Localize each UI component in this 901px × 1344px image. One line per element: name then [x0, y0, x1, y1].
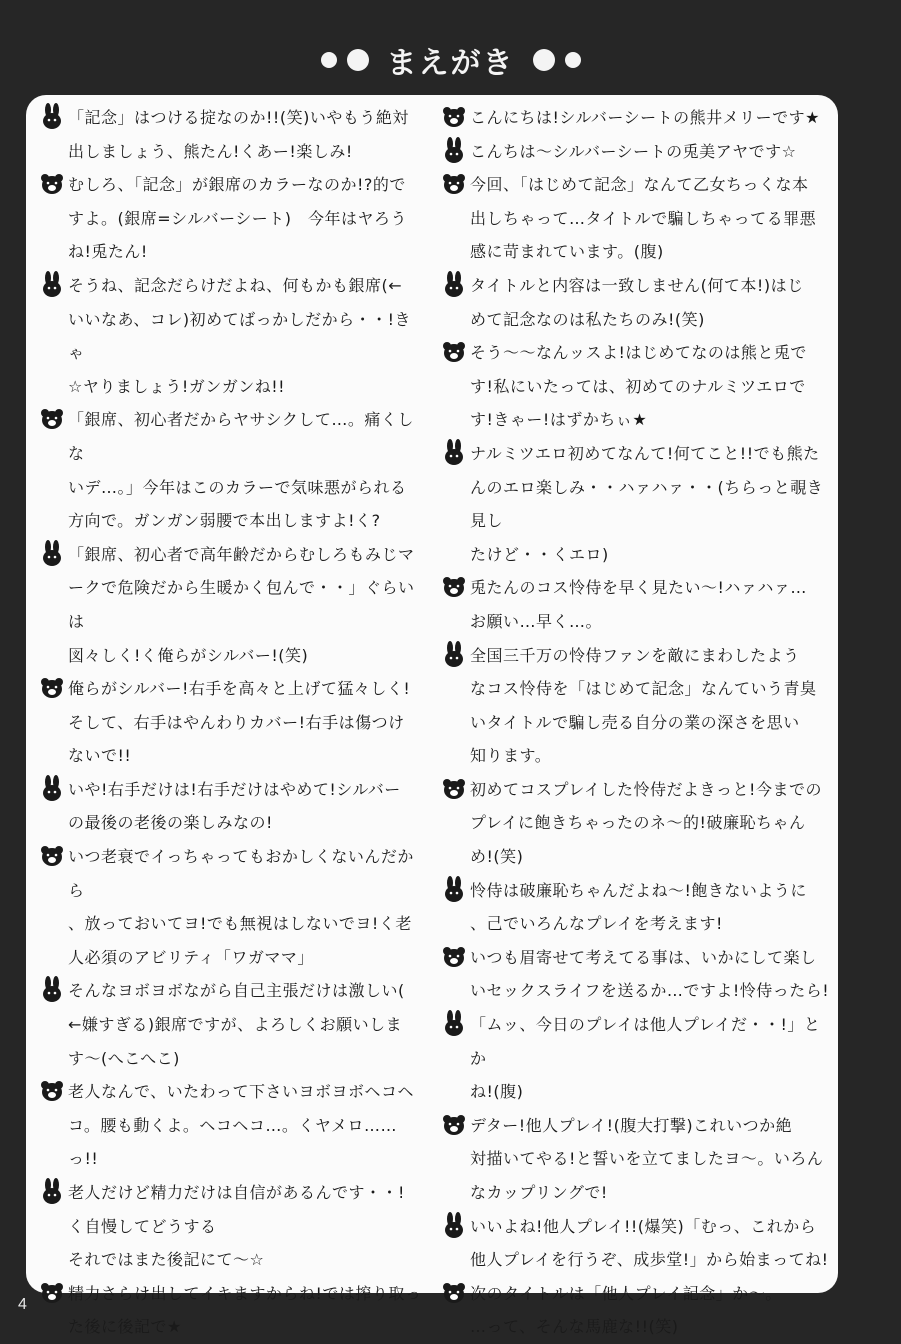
dialogue-entry — [40, 538, 426, 672]
bear-icon — [442, 775, 466, 803]
dialogue-text: いや!右手だけは!右手だけはやめて!シルバー の最後の老後の楽しみなの! — [68, 779, 401, 833]
rabbit-icon — [40, 540, 64, 568]
dialogue-text: 今回、「はじめて記念」なんて乙女ちっくな本 出しちゃって…タイトルで騙しちゃってる罪悪 感に苛まれています。(腹) — [470, 175, 817, 262]
dialogue-entry — [40, 840, 426, 974]
dialogue-entry — [442, 1109, 832, 1210]
bear-icon — [40, 674, 64, 702]
rabbit-icon — [442, 876, 466, 904]
dialogue-text: タイトルと内容は一致しません(何て本!)はじ めて記念なのは私たちのみ!(笑) — [470, 275, 804, 329]
rabbit-icon — [40, 1178, 64, 1206]
circle-ornament-icon — [533, 49, 555, 71]
dialogue-entry — [40, 1075, 426, 1176]
rabbit-icon — [40, 103, 64, 131]
dialogue-text: いいよね!他人プレイ!!(爆笑)「むっ、これから 他人プレイを行うぞ、成歩堂!」から始まってね! — [470, 1216, 829, 1270]
page-title: まえがき — [386, 46, 515, 81]
page-number: 4 — [18, 1296, 27, 1313]
dialogue-entry — [442, 437, 832, 571]
bear-icon — [442, 103, 466, 131]
dialogue-entry — [40, 1176, 426, 1277]
dialogue-entry — [40, 168, 426, 269]
dialogue-text: 「銀席、初心者だからヤサシクして…。痛くしな いデ…。」今年はこのカラーで気味悪がられる 方向で。ガンガン弱腰で本出しますよ!く? — [68, 410, 414, 531]
bear-icon — [40, 170, 64, 198]
dialogue-text: そう～～なんッスよ!はじめてなのは熊と兎で す!私にいたっては、初めてのナルミツエロで す!きゃー!はずかちぃ★ — [470, 343, 807, 430]
dialogue-text: いつも眉寄せて考えてる事は、いかにして楽し いセックスライフを送るか…ですよ!怜侍ったら! — [470, 947, 830, 1001]
dialogue-entry — [442, 168, 832, 269]
dialogue-entry — [442, 874, 832, 941]
dialogue-text: いつ老衰でイっちゃってもおかしくないんだから 、放っておいてヨ!でも無視はしないでヨ!く老 人必須のアビリティ「ワガママ」 — [68, 847, 414, 967]
bear-icon — [442, 338, 466, 366]
bear-icon — [442, 1279, 466, 1307]
dialogue-entry — [442, 941, 832, 1008]
dialogue-text: 老人だけど精力だけは自信があるんです・・! く自慢してどうする それではまた後記にて～☆ — [68, 1183, 405, 1270]
dialogue-text: 次のタイトルは「他人プレイ記念」か～。 …って、そんな馬鹿な!!(笑) — [470, 1283, 782, 1337]
dialogue-text: 兎たんのコス怜侍を早く見たい～!ハァハァ… お願い…早く…。 — [470, 578, 807, 631]
rabbit-icon — [442, 1212, 466, 1240]
rabbit-icon — [442, 137, 466, 165]
dialogue-text: そんなヨボヨボながら自己主張だけは激しい( ←嫌すぎる)銀席ですが、よろしくお願いしま す～(へこへこ) — [68, 981, 405, 1068]
dialogue-entry — [442, 1210, 832, 1277]
dialogue-entry — [442, 773, 832, 874]
dialogue-entry — [40, 773, 426, 840]
rabbit-icon — [442, 1010, 466, 1038]
dialogue-text: 精力さらけ出してイキますからね!では搾り取っ た後に後記で★ — [68, 1283, 422, 1337]
dialogue-entry — [442, 1008, 832, 1109]
dialogue-entry — [40, 1277, 426, 1344]
circle-ornament-icon — [565, 52, 581, 68]
dialogue-entry — [40, 101, 426, 168]
dialogue-text: こんちは～シルバーシートの兎美アヤです☆ — [470, 141, 797, 161]
dialogue-text: 老人なんで、いたわって下さいヨボヨボヘコヘ コ。腰も動くよ。ヘコヘコ…。くヤメロ……っ!! — [68, 1082, 415, 1169]
dialogue-entry — [442, 1277, 832, 1344]
dialogue-text: こんにちは!シルバーシートの熊井メリーです★ — [470, 108, 820, 127]
dialogue-text: 「記念」はつける掟なのか!!(笑)いやもう絶対 出しましょう、熊たん!くあー!楽しみ! — [68, 108, 409, 161]
rabbit-icon — [442, 439, 466, 467]
circle-ornament-icon — [321, 52, 337, 68]
bear-icon — [40, 405, 64, 433]
dialogue-entry — [442, 571, 832, 638]
bear-icon — [442, 573, 466, 601]
dialogue-text: 俺らがシルバー!右手を高々と上げて猛々しく! そして、右手はやんわりカバー!右手は傷つけ ないで!! — [68, 679, 411, 766]
dialogue-entry — [40, 269, 426, 403]
rabbit-icon — [40, 976, 64, 1004]
bear-icon — [40, 1077, 64, 1105]
dialogue-entry — [40, 672, 426, 773]
bear-icon — [40, 1279, 64, 1307]
dialogue-text: 初めてコスプレイした怜侍だよきっと!今までの プレイに飽きちゃったのネ～的!破廉恥ちゃん め!(笑) — [470, 779, 822, 867]
rabbit-icon — [40, 775, 64, 803]
bear-icon — [40, 842, 64, 870]
rabbit-icon — [442, 271, 466, 299]
dialogue-text: ナルミツエロ初めてなんて!何てこと!!でも熊た んのエロ楽しみ・・ハァハァ・・(ちらっと覗き見し たけど・・くエロ) — [470, 443, 824, 564]
dialogue-entry — [442, 269, 832, 336]
dialogue-text: むしろ、「記念」が銀席のカラーなのか!?的で すよ。(銀席=シルバーシート) 今年はヤろう ね!兎たん! — [68, 175, 408, 262]
bear-icon — [442, 1111, 466, 1139]
dialogue-text: 怜侍は破廉恥ちゃんだよね～!飽きないように 、己でいろんなプレイを考えます! — [470, 880, 807, 934]
content-panel — [26, 95, 838, 1337]
dialogue-text: 「ムッ、今日のプレイは他人プレイだ・・!」とか ね!(腹) — [470, 1015, 821, 1102]
rabbit-icon — [40, 271, 64, 299]
dialogue-text: デター!他人プレイ!(腹大打撃)これいつか絶 対描いてやる!と誓いを立てましたヨ～。いろん なカップリングで! — [470, 1115, 824, 1202]
bear-icon — [442, 170, 466, 198]
header — [0, 38, 901, 82]
circle-ornament-icon — [347, 49, 369, 71]
dialogue-entry — [40, 974, 426, 1075]
dialogue-entry — [442, 101, 832, 135]
bear-icon — [442, 943, 466, 971]
dialogue-entry — [442, 639, 832, 773]
dialogue-entry — [442, 336, 832, 437]
right-column — [442, 101, 832, 1344]
dialogue-entry — [40, 403, 426, 537]
rabbit-icon — [442, 641, 466, 669]
dialogue-text: 全国三千万の怜侍ファンを敵にまわしたよう なコス怜侍を「はじめて記念」なんていう青臭 いタイトルで騙し売る自分の業の深さを思い 知ります。 — [470, 645, 817, 766]
dialogue-text: そうね、記念だらけだよね、何もかも銀席(← いいなあ、コレ)初めてばっかしだから・・!きゃ ☆ヤりましょう!ガンガンね!! — [68, 275, 412, 396]
dialogue-text: 「銀席、初心者で高年齢だからむしろもみじマ ークで危険だから生暖かく包んで・・」ぐらいは 図々しく!く俺らがシルバー!(笑) — [68, 544, 415, 665]
dialogue-entry — [442, 135, 832, 169]
left-column — [40, 101, 426, 1344]
